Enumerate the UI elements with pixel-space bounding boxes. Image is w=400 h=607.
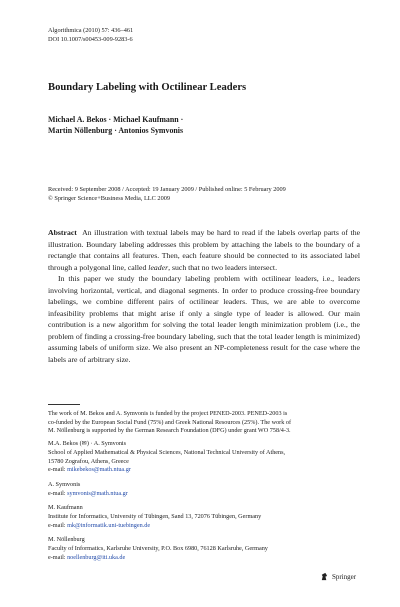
affiliation-bekos: [48, 440, 360, 475]
affiliation-name: M. Nöllenburg: [48, 536, 85, 543]
email-prefix: e-mail:: [48, 466, 68, 474]
affiliation-email-row: [48, 522, 360, 531]
abstract-paragraph-1: [48, 227, 360, 273]
publisher-logo: [320, 572, 356, 581]
affiliation-kaufmann: [48, 504, 360, 530]
abstract: [48, 227, 360, 365]
funding-footnote: [48, 410, 360, 436]
publisher-name: Springer: [332, 572, 357, 581]
affiliation-address-2: 15780 Zografou, Athens, Greece: [48, 457, 129, 465]
email-link[interactable]: symvonis@math.ntua.gr: [67, 489, 128, 497]
footnote-line-2: co-funded by the European Social Fund (75%) and Greek National Resources (25%). The work of: [48, 418, 292, 426]
authors-line-2: Martin Nöllenburg · Antonios Symvonis: [48, 125, 184, 135]
journal-citation: Algorithmica (2010) 57: 436–461: [48, 27, 134, 34]
publication-dates: [48, 186, 286, 203]
email-prefix: e-mail:: [48, 489, 68, 497]
affiliation-name: M.A. Bekos (✉) · A. Symvonis: [48, 440, 127, 447]
author-list: [48, 115, 183, 136]
email-link[interactable]: noellenburg@iti.uka.de: [67, 553, 126, 561]
journal-header: [48, 27, 133, 44]
email-prefix: e-mail:: [48, 521, 68, 529]
email-link[interactable]: mk@informatik.uni-tuebingen.de: [67, 521, 151, 529]
affiliation-noellenburg: [48, 536, 360, 562]
received-dates: Received: 9 September 2008 / Accepted: 19 January 2009 / Published online: 5 February 2009: [48, 186, 286, 193]
authors-line-1: Michael A. Bekos · Michael Kaufmann ·: [48, 115, 184, 124]
affiliation-email-row: [48, 466, 360, 475]
abstract-paragraph-2: In this paper we study the boundary labeling problem with octilinear leaders, i.e., leaders involving horizontal, vertical, and diagonal segments. In order to produce crossing-free boundary labelings, we combine different pairs of octilinear leaders. Thus, we are able to overcome infeasibility problems that might arise if only a single type of leader is allowed. Our main contribution is a new algorithm for solving the total leader length minimization problem (i.e., the problem of finding a crossing-free boundary labeling, such that the total leader length is minimized) assuming labels of uniform size. We also present an NP-completeness result for the case where the labels are of arbitrary size.: [48, 274, 360, 364]
abstract-label: Abstract: [48, 228, 77, 237]
affiliation-address-1: Faculty of Informatics, Karlsruhe University, P.O. Box 6980, 76128 Karlsruhe, Germany: [48, 544, 268, 552]
affiliation-email-row: [48, 554, 360, 563]
affiliation-name: A. Symvonis: [48, 481, 81, 488]
affiliation-symvonis: [48, 481, 360, 499]
springer-horse-icon: [320, 572, 329, 581]
footnote-line-3: M. Nöllenburg is supported by the German Research Foundation (DFG) under grant WO 758/4-3.: [48, 427, 291, 435]
footnote-line-1: The work of M. Bekos and A. Symvonis is funded by the project PENED-2003. PENED-2003 is: [48, 410, 288, 417]
footnote-divider: [48, 404, 80, 405]
email-prefix: e-mail:: [48, 553, 68, 561]
affiliation-name: M. Kaufmann: [48, 504, 83, 511]
affiliation-address-1: Institute for Informatics, University of Tübingen, Sand 13, 72076 Tübingen, Germany: [48, 512, 262, 520]
abstract-p1-end: , such that no two leaders intersect.: [168, 262, 278, 272]
abstract-p1-italic: leader: [148, 262, 169, 272]
paper-title: Boundary Labeling with Octilinear Leaders: [48, 82, 247, 93]
affiliation-email-row: [48, 490, 360, 499]
affiliation-address-1: School of Applied Mathematical & Physical Sciences, National Technical University of Athens,: [48, 448, 286, 456]
copyright: © Springer Science+Business Media, LLC 2009: [48, 194, 171, 202]
abstract-p1-start: An illustration with textual labels may be hard to read if the labels overlap parts of the illustration. Boundary labeling addresses this problem by attaching the labels to the boundary of a rectangle that contains all features. Then, each feature should be connected to its associated label through a polygonal line, called: [48, 228, 361, 272]
email-link[interactable]: mikebekos@math.ntua.gr: [67, 466, 131, 474]
doi: DOI 10.1007/s00453-009-9283-6: [48, 35, 133, 43]
